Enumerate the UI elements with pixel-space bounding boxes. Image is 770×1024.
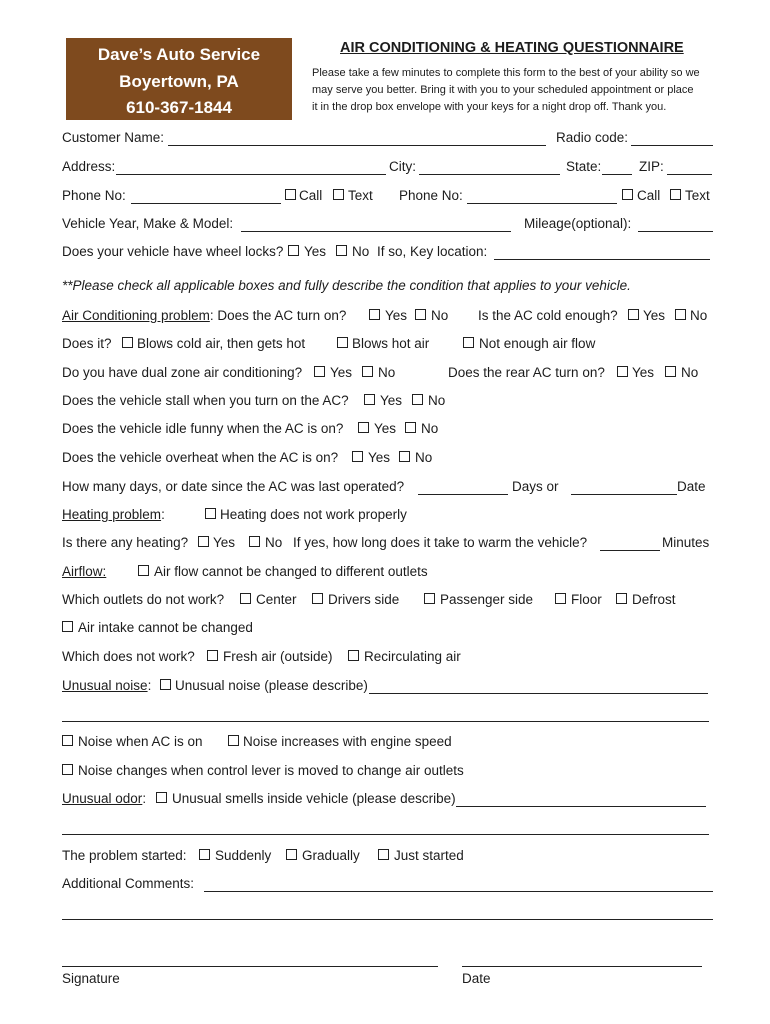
rear-ac-no-checkbox[interactable] — [665, 366, 676, 377]
odor-describe-field-2[interactable] — [62, 834, 709, 835]
state-label: State: — [566, 159, 602, 174]
ac-turn-on-yes-checkbox[interactable] — [369, 309, 380, 320]
ac-turn-on-no-label: No — [431, 308, 449, 323]
phone-2-call-label: Call — [637, 188, 661, 203]
key-location-field[interactable] — [494, 259, 710, 260]
problem-started-label: The problem started: — [62, 848, 187, 863]
signature-field[interactable] — [62, 966, 438, 967]
started-just-label: Just started — [394, 848, 464, 863]
noise-colon: : — [147, 678, 152, 693]
comments-field[interactable] — [204, 891, 713, 892]
any-heating-yes-checkbox[interactable] — [198, 536, 209, 547]
odor-section-label: Unusual odor — [62, 791, 143, 806]
outlet-passenger-label: Passenger side — [440, 592, 534, 607]
odor-describe-label: Unusual smells inside vehicle (please describe) — [172, 791, 456, 806]
business-name: Dave’s Auto Service — [97, 45, 261, 64]
business-logo-block — [66, 38, 292, 120]
noise-describe-checkbox[interactable] — [160, 679, 171, 690]
recirculating-checkbox[interactable] — [348, 650, 359, 661]
outlet-floor-label: Floor — [571, 592, 602, 607]
any-heating-yes-label: Yes — [213, 535, 236, 550]
outlet-drivers-label: Drivers side — [328, 592, 400, 607]
instructions-text: **Please check all applicable boxes and fully describe the condition that applies to your vehicle. — [62, 278, 631, 293]
address-label: Address: — [62, 159, 116, 174]
intake-cannot-label: Air intake cannot be changed — [78, 620, 253, 635]
state-field[interactable] — [602, 174, 632, 175]
outlet-center-checkbox[interactable] — [240, 593, 251, 604]
warm-time-question: If yes, how long does it take to warm the vehicle? — [293, 535, 588, 550]
any-heating-question: Is there any heating? — [62, 535, 189, 550]
heating-not-work-checkbox[interactable] — [205, 508, 216, 519]
overheat-no-label: No — [415, 450, 433, 465]
phone-2-text-checkbox[interactable] — [670, 189, 681, 200]
idle-yes-checkbox[interactable] — [358, 422, 369, 433]
phone-1-call-checkbox[interactable] — [285, 189, 296, 200]
noise-section-label: Unusual noise — [62, 678, 148, 693]
phone-1-text-label: Text — [348, 188, 373, 203]
dual-zone-question: Do you have dual zone air conditioning? — [62, 365, 303, 380]
intro-line-2: may serve you better. Bring it with you to your scheduled appointment or place — [312, 84, 694, 96]
outlet-center-label: Center — [256, 592, 297, 607]
stall-no-label: No — [428, 393, 446, 408]
days-field[interactable] — [418, 494, 508, 495]
phone-1-text-checkbox[interactable] — [333, 189, 344, 200]
customer-name-field[interactable] — [168, 145, 546, 146]
stall-question: Does the vehicle stall when you turn on the AC? — [62, 393, 349, 408]
business-phone: 610-367-1844 — [126, 98, 232, 117]
radio-code-field[interactable] — [631, 145, 713, 146]
wheel-locks-question: Does your vehicle have wheel locks? — [62, 244, 284, 259]
rear-ac-question: Does the rear AC turn on? — [448, 365, 605, 380]
idle-no-label: No — [421, 421, 439, 436]
blows-cold-label: Blows cold air, then gets hot — [137, 336, 306, 351]
dual-zone-yes-label: Yes — [330, 365, 353, 380]
business-location: Boyertown, PA — [119, 72, 239, 91]
signature-date-label: Date — [462, 971, 491, 986]
dual-zone-no-checkbox[interactable] — [362, 366, 373, 377]
noise-describe-label: Unusual noise (please describe) — [175, 678, 368, 693]
overheat-yes-label: Yes — [368, 450, 391, 465]
noise-engine-speed-label: Noise increases with engine speed — [243, 734, 452, 749]
any-heating-no-checkbox[interactable] — [249, 536, 260, 547]
phone-1-call-label: Call — [299, 188, 323, 203]
city-label: City: — [389, 159, 416, 174]
idle-no-checkbox[interactable] — [405, 422, 416, 433]
outlet-drivers-checkbox[interactable] — [312, 593, 323, 604]
comments-label: Additional Comments: — [62, 876, 195, 891]
intake-cannot-checkbox[interactable] — [62, 621, 73, 632]
vehicle-field[interactable] — [241, 231, 511, 232]
noise-control-lever-checkbox[interactable] — [62, 764, 73, 775]
heating-section-label: Heating problem — [62, 507, 162, 522]
overheat-question: Does the vehicle overheat when the AC is on? — [62, 450, 339, 465]
outlet-defrost-label: Defrost — [632, 592, 676, 607]
ac-turn-on-no-checkbox[interactable] — [415, 309, 426, 320]
days-or-label: Days or — [512, 479, 559, 494]
blows-cold-checkbox[interactable] — [122, 337, 133, 348]
rear-ac-yes-label: Yes — [632, 365, 655, 380]
noise-ac-on-checkbox[interactable] — [62, 735, 73, 746]
stall-no-checkbox[interactable] — [412, 394, 423, 405]
outlet-floor-checkbox[interactable] — [555, 593, 566, 604]
ac-turn-on-yes-label: Yes — [385, 308, 408, 323]
outlets-question: Which outlets do not work? — [62, 592, 225, 607]
address-field[interactable] — [116, 174, 386, 175]
blows-hot-checkbox[interactable] — [337, 337, 348, 348]
ac-cold-yes-label: Yes — [643, 308, 666, 323]
minutes-label: Minutes — [662, 535, 710, 550]
recirculating-label: Recirculating air — [364, 649, 461, 664]
comments-field-2[interactable] — [62, 919, 713, 920]
noise-describe-field[interactable] — [369, 693, 708, 694]
fresh-air-checkbox[interactable] — [207, 650, 218, 661]
blows-hot-label: Blows hot air — [352, 336, 430, 351]
intro-line-3: it in the drop box envelope with your keys for a night drop off. Thank you. — [312, 101, 667, 113]
key-location-label: If so, Key location: — [377, 244, 488, 259]
signature-label: Signature — [62, 971, 120, 986]
noise-ac-on-label: Noise when AC is on — [78, 734, 203, 749]
intro-line-1: Please take a few minutes to complete this form to the best of your ability so we — [312, 67, 700, 79]
idle-yes-label: Yes — [374, 421, 397, 436]
started-suddenly-checkbox[interactable] — [199, 849, 210, 860]
wheel-locks-yes-label: Yes — [304, 244, 327, 259]
heating-colon: : — [161, 507, 165, 522]
fresh-air-label: Fresh air (outside) — [223, 649, 333, 664]
dual-zone-no-label: No — [378, 365, 396, 380]
form-title: AIR CONDITIONING & HEATING QUESTIONNAIRE — [340, 40, 684, 56]
radio-code-label: Radio code: — [556, 130, 629, 145]
started-gradually-checkbox[interactable] — [286, 849, 297, 860]
which-not-work-question: Which does not work? — [62, 649, 195, 664]
stall-yes-label: Yes — [380, 393, 403, 408]
odor-describe-field[interactable] — [456, 806, 706, 807]
ac-turn-on-question: : Does the AC turn on? — [209, 308, 347, 323]
ac-cold-yes-checkbox[interactable] — [628, 309, 639, 320]
zip-field[interactable] — [667, 174, 712, 175]
customer-name-label: Customer Name: — [62, 130, 165, 145]
city-field[interactable] — [419, 174, 560, 175]
rear-ac-no-label: No — [681, 365, 699, 380]
date-since-field[interactable] — [571, 494, 677, 495]
mileage-field[interactable] — [638, 231, 713, 232]
odor-colon: : — [142, 791, 147, 806]
ac-section-label: Air Conditioning problem — [62, 308, 210, 323]
zip-label: ZIP: — [639, 159, 664, 174]
started-just-checkbox[interactable] — [378, 849, 389, 860]
days-since-question: How many days, or date since the AC was last operated? — [62, 479, 405, 494]
phone-2-text-label: Text — [685, 188, 710, 203]
airflow-cannot-change-checkbox[interactable] — [138, 565, 149, 576]
not-enough-airflow-checkbox[interactable] — [463, 337, 474, 348]
ac-cold-enough-question: Is the AC cold enough? — [478, 308, 618, 323]
noise-engine-speed-checkbox[interactable] — [228, 735, 239, 746]
date-since-label: Date — [677, 479, 706, 494]
not-enough-airflow-label: Not enough air flow — [479, 336, 596, 351]
noise-describe-field-2[interactable] — [62, 721, 709, 722]
rear-ac-yes-checkbox[interactable] — [617, 366, 628, 377]
idle-question: Does the vehicle idle funny when the AC is on? — [62, 421, 344, 436]
signature-date-field[interactable] — [462, 966, 702, 967]
noise-control-lever-label: Noise changes when control lever is moved to change air outlets — [78, 763, 464, 778]
phone-1-label: Phone No: — [62, 188, 126, 203]
phone-2-label: Phone No: — [399, 188, 463, 203]
any-heating-no-label: No — [265, 535, 283, 550]
started-gradually-label: Gradually — [302, 848, 360, 863]
overheat-yes-checkbox[interactable] — [352, 451, 363, 462]
ac-cold-no-checkbox[interactable] — [675, 309, 686, 320]
overheat-no-checkbox[interactable] — [399, 451, 410, 462]
vehicle-label: Vehicle Year, Make & Model: — [62, 216, 234, 231]
phone-2-call-checkbox[interactable] — [622, 189, 633, 200]
ac-cold-no-label: No — [690, 308, 708, 323]
odor-describe-checkbox[interactable] — [156, 792, 167, 803]
wheel-locks-yes-checkbox[interactable] — [288, 245, 299, 256]
wheel-locks-no-label: No — [352, 244, 370, 259]
airflow-section-label: Airflow: — [62, 564, 107, 579]
outlet-defrost-checkbox[interactable] — [616, 593, 627, 604]
mileage-label: Mileage(optional): — [524, 216, 632, 231]
phone-1-field[interactable] — [131, 203, 281, 204]
outlet-passenger-checkbox[interactable] — [424, 593, 435, 604]
phone-2-field[interactable] — [467, 203, 617, 204]
warm-minutes-field[interactable] — [600, 550, 660, 551]
started-suddenly-label: Suddenly — [215, 848, 272, 863]
wheel-locks-no-checkbox[interactable] — [336, 245, 347, 256]
dual-zone-yes-checkbox[interactable] — [314, 366, 325, 377]
stall-yes-checkbox[interactable] — [364, 394, 375, 405]
airflow-cannot-change-label: Air flow cannot be changed to different outlets — [154, 564, 428, 579]
does-it-label: Does it? — [62, 336, 112, 351]
heating-not-work-label: Heating does not work properly — [220, 507, 407, 522]
